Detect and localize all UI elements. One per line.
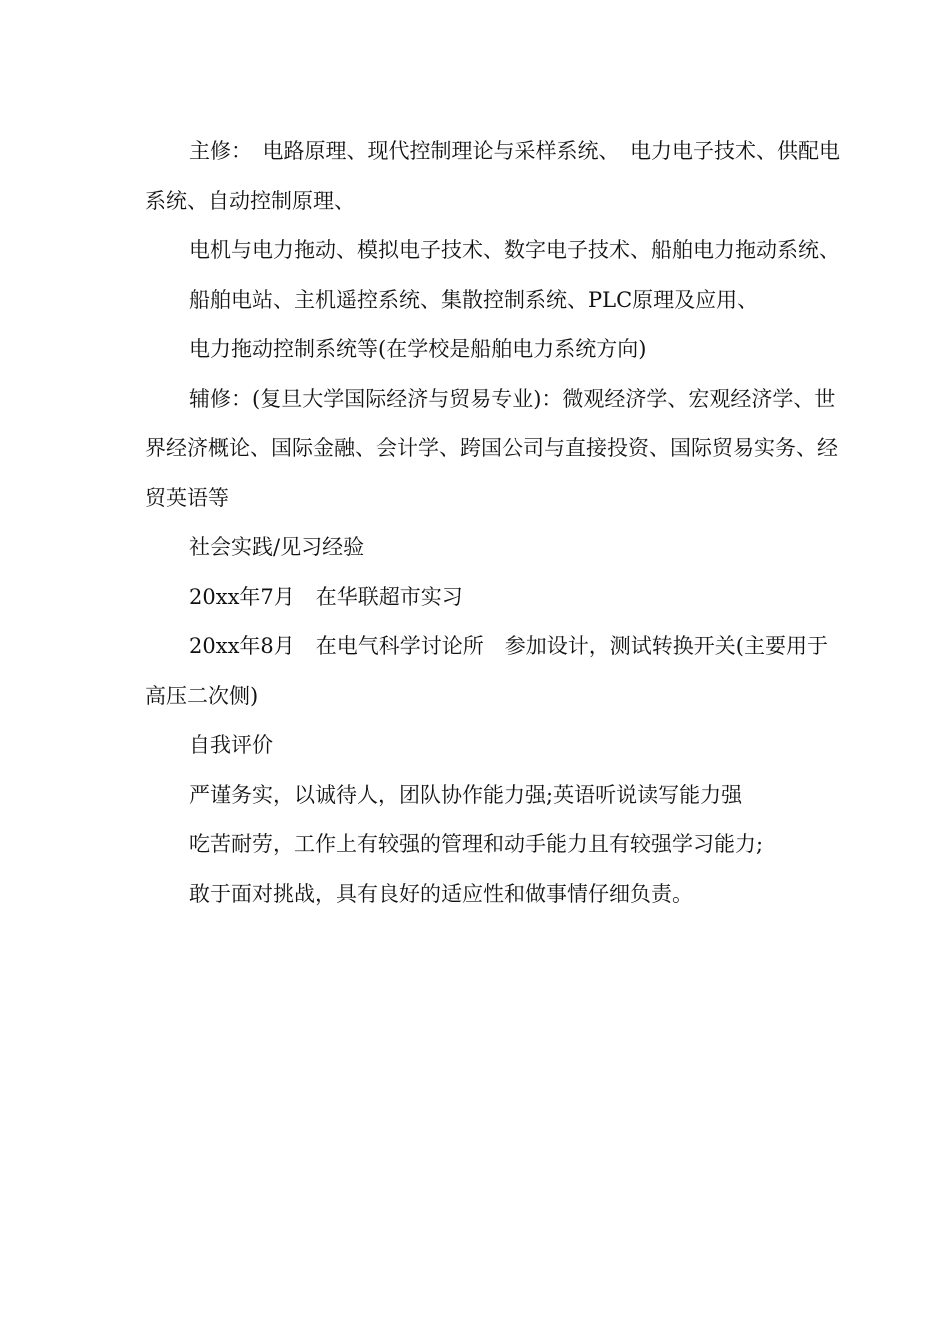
section-heading-self-evaluation: 自我评价 bbox=[189, 733, 273, 757]
paragraph-major-courses-3: 船舶电站、主机遥控系统、集散控制系统、PLC原理及应用、 bbox=[189, 287, 759, 312]
paragraph-self-evaluation-2: 吃苦耐劳，工作上有较强的管理和动手能力且有较强学习能力; bbox=[189, 832, 764, 856]
section-heading-practice: 社会实践/见习经验 bbox=[189, 535, 365, 559]
paragraph-self-evaluation-3: 敢于面对挑战，具有良好的适应性和做事情仔细负责。 bbox=[189, 881, 693, 906]
paragraph-self-evaluation-1: 严谨务实，以诚待人，团队协作能力强;英语听说读写能力强 bbox=[189, 782, 743, 807]
paragraph-minor-courses: 辅修：(复旦大学国际经济与贸易专业)：微观经济学、宏观经济学、世界经济概论、国际金融、会计学、跨国公司与直接投资、国际贸易实务、经贸英语等 bbox=[145, 386, 838, 510]
paragraph-major-courses-2: 电机与电力拖动、模拟电子技术、数字电子技术、船舶电力拖动系统、 bbox=[189, 238, 840, 262]
paragraph-major-courses-4: 电力拖动控制系统等(在学校是船舶电力系统方向) bbox=[189, 337, 647, 361]
paragraph-practice-2: 20xx年8月 在电气科学讨论所 参加设计，测试转换开关(主要用于高压二次侧) bbox=[145, 634, 828, 708]
paragraph-major-courses: 主修： 电路原理、现代控制理论与采样系统、 电力电子技术、供配电系统、自动控制原理、 bbox=[145, 139, 840, 213]
paragraph-practice-1: 20xx年7月 在华联超市实习 bbox=[189, 584, 463, 609]
